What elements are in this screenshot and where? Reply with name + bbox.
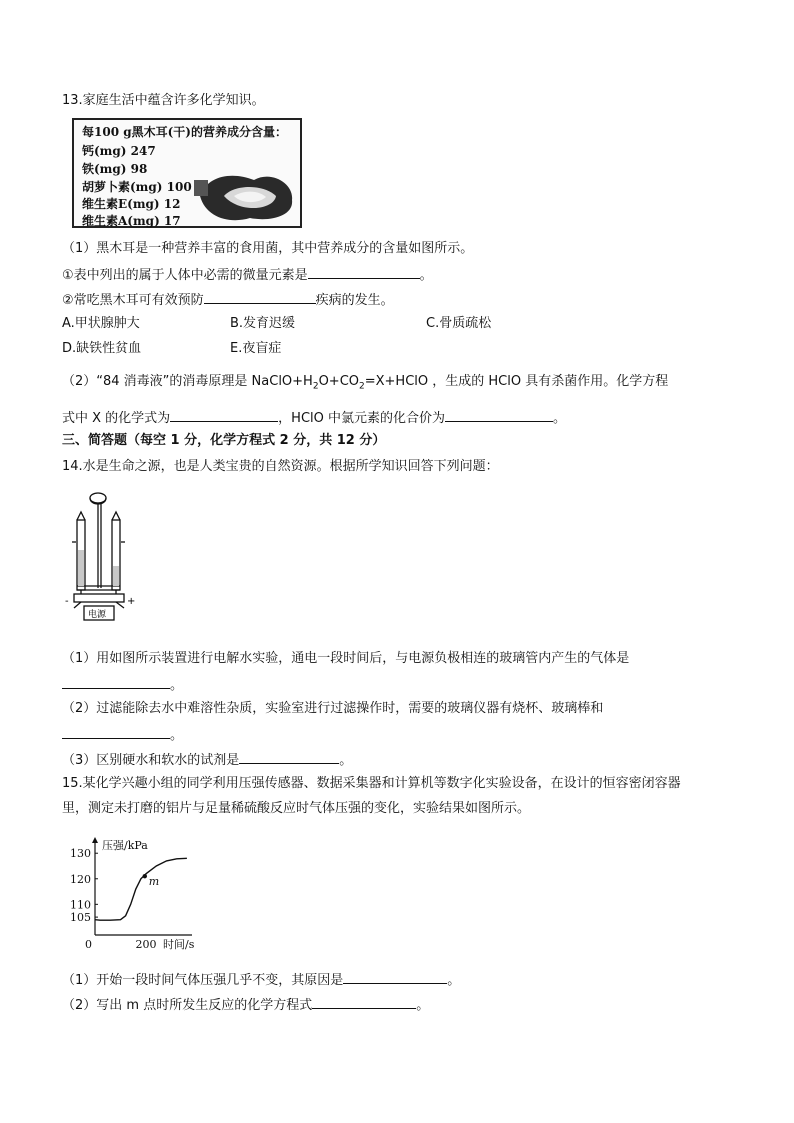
answer-blank[interactable] [445, 408, 553, 422]
option-a: A.甲状腺肿大 [62, 316, 140, 331]
y-tick-label: 130 [70, 847, 91, 861]
y-tick-label: 105 [70, 911, 91, 925]
q14-part1: （1）用如图所示装置进行电解水实验，通电一段时间后，与电源负极相连的玻璃管内产生的气体是 [62, 651, 630, 666]
q14-part3-text: （3）区别硬水和软水的试剂是 [62, 753, 240, 768]
q14-part2-answer [62, 725, 183, 745]
q14-part1-end: 。 [170, 678, 184, 693]
x-tick-label: 200 [135, 938, 157, 950]
q13-part1b-text: ②常吃黑木耳可有效预防 [62, 293, 204, 308]
y-tick-label: 110 [70, 898, 91, 912]
answer-blank[interactable] [239, 750, 339, 764]
q13-part1b-end: 疾病的发生。 [315, 293, 394, 308]
m-point-label: m [148, 875, 160, 889]
y-axis-arrow [92, 837, 98, 843]
q13-part1a [62, 265, 433, 285]
power-source-label: 电源 [88, 610, 107, 620]
answer-blank[interactable] [170, 408, 278, 422]
q13-part2b [62, 408, 566, 428]
q14-part3-end: 。 [339, 753, 353, 768]
q15-part2-text: （2）写出 m 点时所发生反应的化学方程式 [62, 998, 313, 1013]
answer-blank[interactable] [312, 995, 416, 1009]
plus-sign: + [127, 596, 136, 607]
q13-part2b-text: 式中 X 的化学式为 [62, 411, 171, 426]
minus-sign: - [65, 596, 69, 607]
nutrition-row: 铁(mg) 98 [82, 162, 148, 176]
q13-part1: （1）黑木耳是一种营养丰富的食用菌，其中营养成分的含量如图所示。 [62, 241, 474, 256]
q15-part1 [62, 970, 460, 990]
option-d: D.缺铁性贫血 [62, 341, 142, 356]
option-e: E.夜盲症 [230, 341, 282, 356]
q15-title-cont: 里，测定未打磨的铝片与足量稀硫酸反应时气体压强的变化，实验结果如图所示。 [62, 801, 531, 816]
answer-blank[interactable] [204, 290, 316, 304]
subscript: 2 [359, 381, 365, 392]
q15-part2-end: 。 [416, 998, 430, 1013]
answer-blank[interactable] [343, 970, 447, 984]
option-c: C.骨质疏松 [426, 316, 492, 331]
answer-blank[interactable] [62, 725, 170, 739]
nutrition-row: 维生素E(mg) 12 [82, 197, 181, 211]
q14-title: 14.水是生命之源，也是人类宝贵的自然资源。根据所学知识回答下列问题： [62, 459, 499, 474]
nutrition-row: 钙(mg) 247 [82, 144, 156, 158]
q15-part1-text: （1）开始一段时间气体压强几乎不变，其原因是 [62, 973, 344, 988]
q13-part2-text: =X+HClO ，生成的 HClO 具有杀菌作用。化学方程 [364, 374, 669, 389]
q14-part1-answer [62, 675, 183, 695]
nutrition-table-image [72, 118, 302, 228]
black-fungus-picture [194, 166, 298, 224]
q14-part2-end: 。 [170, 728, 184, 743]
q13-part1b [62, 290, 394, 310]
nutrition-heading: 每100 g黑木耳(干)的营养成分含量： [82, 125, 287, 139]
m-point [143, 874, 147, 878]
q15-part2 [62, 995, 429, 1015]
x-axis-label: 时间/s [163, 938, 195, 950]
section-3-heading: 三、简答题（每空 1 分，化学方程式 2 分，共 12 分） [62, 433, 386, 448]
q13-part1a-text: ①表中列出的属于人体中必需的微量元素是 [62, 268, 308, 283]
q15-title: 15.某化学兴趣小组的同学利用压强传感器、数据采集器和计算机等数字化实验设备，在设计的恒容密闭容器 [62, 776, 681, 791]
q13-part2 [62, 373, 668, 391]
option-b: B.发育迟缓 [230, 316, 296, 331]
nutrition-row: 维生素A(mg) 17 [82, 214, 181, 228]
subscript: 2 [312, 381, 319, 392]
q13-part2-text: （2）“84 消毒液”的消毒原理是 NaClO+H [62, 374, 313, 389]
y-axis-label: 压强/kPa [102, 839, 148, 852]
electrolysis-apparatus [64, 490, 144, 622]
pressure-curve [95, 858, 187, 920]
q13-part2-text: O+CO [318, 374, 359, 389]
q15-part1-end: 。 [447, 973, 461, 988]
nutrition-row: 胡萝卜素(mg) 100 [82, 180, 192, 194]
q13-part2b-text: ，HClO 中氯元素的化合价为 [278, 411, 446, 426]
q13-part1a-end: 。 [419, 268, 433, 283]
answer-blank[interactable] [308, 265, 420, 279]
q13-part2b-end: 。 [553, 411, 567, 426]
q13-title: 13.家庭生活中蕴含许多化学知识。 [62, 93, 265, 108]
q14-part3 [62, 750, 352, 770]
answer-blank[interactable] [62, 675, 170, 689]
origin-label: 0 [85, 938, 92, 950]
q14-part2: （2）过滤能除去水中难溶性杂质，实验室进行过滤操作时，需要的玻璃仪器有烧杯、玻璃棒和 [62, 701, 604, 716]
pressure-time-chart [60, 835, 200, 950]
y-tick-label: 120 [70, 872, 91, 886]
